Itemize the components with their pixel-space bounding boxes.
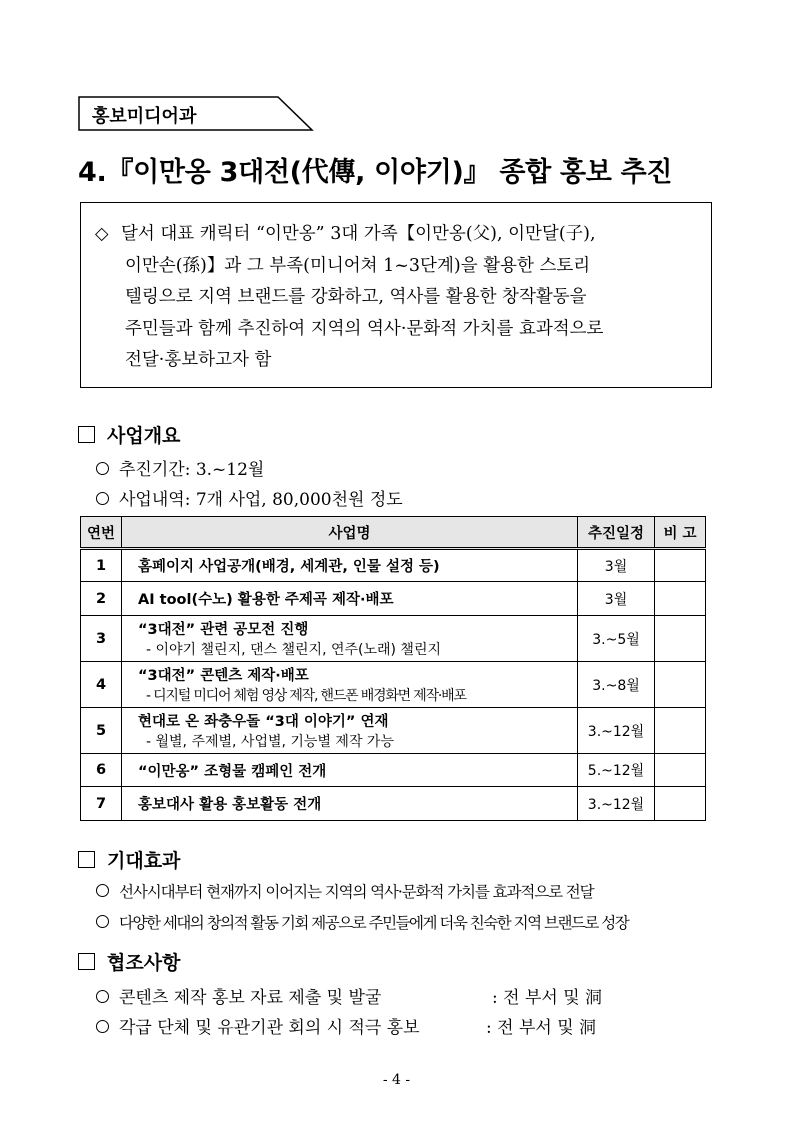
section-heading-cooperation — [78, 948, 180, 975]
cooperation-item — [96, 1013, 656, 1038]
row-no: 3 — [81, 616, 122, 662]
summary-text — [95, 219, 699, 377]
section-heading-overview — [78, 421, 180, 448]
row-name — [122, 662, 578, 708]
row-note — [655, 787, 706, 821]
table-header-row — [81, 517, 706, 549]
table-row — [81, 549, 706, 582]
diamond-bullet-icon: ◇ — [95, 224, 109, 244]
cooperation-item-target: : 전 부서 및 洞 — [486, 1018, 597, 1038]
row-note — [655, 708, 706, 754]
row-name — [122, 754, 578, 787]
row-name-text: 홈페이지 사업공개(배경, 세계관, 인물 설정 등) — [138, 559, 440, 575]
summary-line: 이만손(孫)】과 그 부족(미니어쳐 1~3단계)을 활용한 스토리 — [125, 255, 591, 276]
circle-bullet-icon — [96, 915, 109, 928]
circle-bullet-icon — [96, 884, 109, 897]
summary-line: 달서 대표 캐릭터 “이만옹” 3대 가족【이만옹(父), 이만달(子), — [121, 224, 596, 244]
section-heading-effects — [78, 846, 180, 873]
row-note — [655, 662, 706, 708]
row-name — [122, 549, 578, 582]
department-tab — [78, 96, 314, 132]
row-name-text: “3대전” 콘텐츠 제작·배포 — [138, 668, 309, 684]
row-no: 4 — [81, 662, 122, 708]
row-name — [122, 708, 578, 754]
table-row — [81, 662, 706, 708]
row-note — [655, 582, 706, 616]
header-no: 연번 — [81, 517, 122, 549]
cooperation-item-label: 콘텐츠 제작 홍보 자료 제출 및 발굴 — [119, 988, 382, 1008]
row-name-text: 현대로 온 좌충우돌 “3대 이야기” 연재 — [138, 714, 389, 730]
page-title: 4.『이만옹 3대전(代傳, 이야기)』 종합 홍보 추진 — [78, 157, 673, 188]
circle-bullet-icon — [96, 462, 109, 475]
summary-line: 주민들과 함께 추진하여 지역의 역사·문화적 가치를 효과적으로 — [125, 318, 604, 339]
row-schedule: 3.~5월 — [578, 616, 655, 662]
row-name-text: “3대전” 관련 공모전 진행 — [138, 622, 309, 638]
effects-item-text: 다양한 세대의 창의적 활동 기회 제공으로 주민들에게 더욱 친숙한 지역 브랜드로 성장 — [119, 914, 629, 932]
row-no: 1 — [81, 549, 122, 582]
effects-item-text: 선사시대부터 현재까지 이어지는 지역의 역사·문화적 가치를 효과적으로 전달 — [119, 883, 594, 901]
circle-bullet-icon — [96, 990, 109, 1003]
cooperation-item-label: 각급 단체 및 유관기관 회의 시 적극 홍보 — [119, 1018, 420, 1038]
table-row — [81, 582, 706, 616]
circle-bullet-icon — [96, 492, 109, 505]
section-heading-text: 협조사항 — [107, 952, 181, 974]
section-heading-text: 사업개요 — [107, 425, 181, 447]
row-schedule: 3월 — [578, 549, 655, 582]
row-no: 6 — [81, 754, 122, 787]
row-schedule: 5.~12월 — [578, 754, 655, 787]
row-name-text: “이만옹” 조형물 캠페인 전개 — [138, 763, 327, 780]
header-name: 사업명 — [122, 517, 578, 549]
page-number: - 4 - — [382, 1072, 411, 1088]
effects-item — [96, 911, 628, 933]
effects-item — [96, 880, 594, 902]
checkbox-square-icon — [78, 426, 95, 443]
table-row — [81, 616, 706, 662]
row-name-sub: - 이야기 챌린지, 댄스 챌린지, 연주(노래) 챌린지 — [146, 642, 442, 658]
table-row — [81, 787, 706, 821]
cooperation-item — [96, 983, 656, 1008]
overview-content-text: 사업내역: 7개 사업, 80,000천원 정도 — [119, 490, 403, 510]
summary-line: 전달·홍보하고자 함 — [125, 350, 272, 370]
summary-line: 텔링으로 지역 브랜드를 강화하고, 역사를 활용한 창작활동을 — [125, 287, 587, 307]
overview-period — [96, 455, 264, 480]
row-name — [122, 616, 578, 662]
row-no: 7 — [81, 787, 122, 821]
summary-box — [80, 202, 712, 388]
cooperation-item-target: : 전 부서 및 洞 — [492, 988, 603, 1008]
circle-bullet-icon — [96, 1020, 109, 1033]
row-no: 5 — [81, 708, 122, 754]
row-name — [122, 582, 578, 616]
table-row — [81, 708, 706, 754]
overview-content — [96, 485, 403, 510]
row-name — [122, 787, 578, 821]
overview-period-text: 추진기간: 3.~12월 — [119, 460, 265, 480]
row-schedule: 3.~12월 — [578, 787, 655, 821]
header-schedule: 추진일정 — [578, 517, 655, 549]
header-note: 비 고 — [655, 517, 706, 549]
checkbox-square-icon — [78, 953, 95, 970]
checkbox-square-icon — [78, 851, 95, 868]
department-label: 홍보미디어과 — [92, 106, 197, 127]
row-name-sub: - 디지털 미디어 체험 영상 제작, 핸드폰 배경화면 제작·배포 — [146, 688, 466, 704]
row-name-sub: - 월별, 주제별, 사업별, 기능별 제작 가능 — [146, 734, 394, 750]
table-row — [81, 754, 706, 787]
row-name-text: 홍보대사 활용 홍보활동 전개 — [138, 797, 322, 813]
row-schedule: 3.~12월 — [578, 708, 655, 754]
row-note — [655, 754, 706, 787]
row-note — [655, 549, 706, 582]
row-no: 2 — [81, 582, 122, 616]
row-name-text: AI tool(수노) 활용한 주제곡 제작·배포 — [138, 592, 394, 608]
row-schedule: 3월 — [578, 582, 655, 616]
row-schedule: 3.~8월 — [578, 662, 655, 708]
row-note — [655, 616, 706, 662]
project-table — [80, 516, 706, 821]
section-heading-text: 기대효과 — [107, 850, 181, 872]
